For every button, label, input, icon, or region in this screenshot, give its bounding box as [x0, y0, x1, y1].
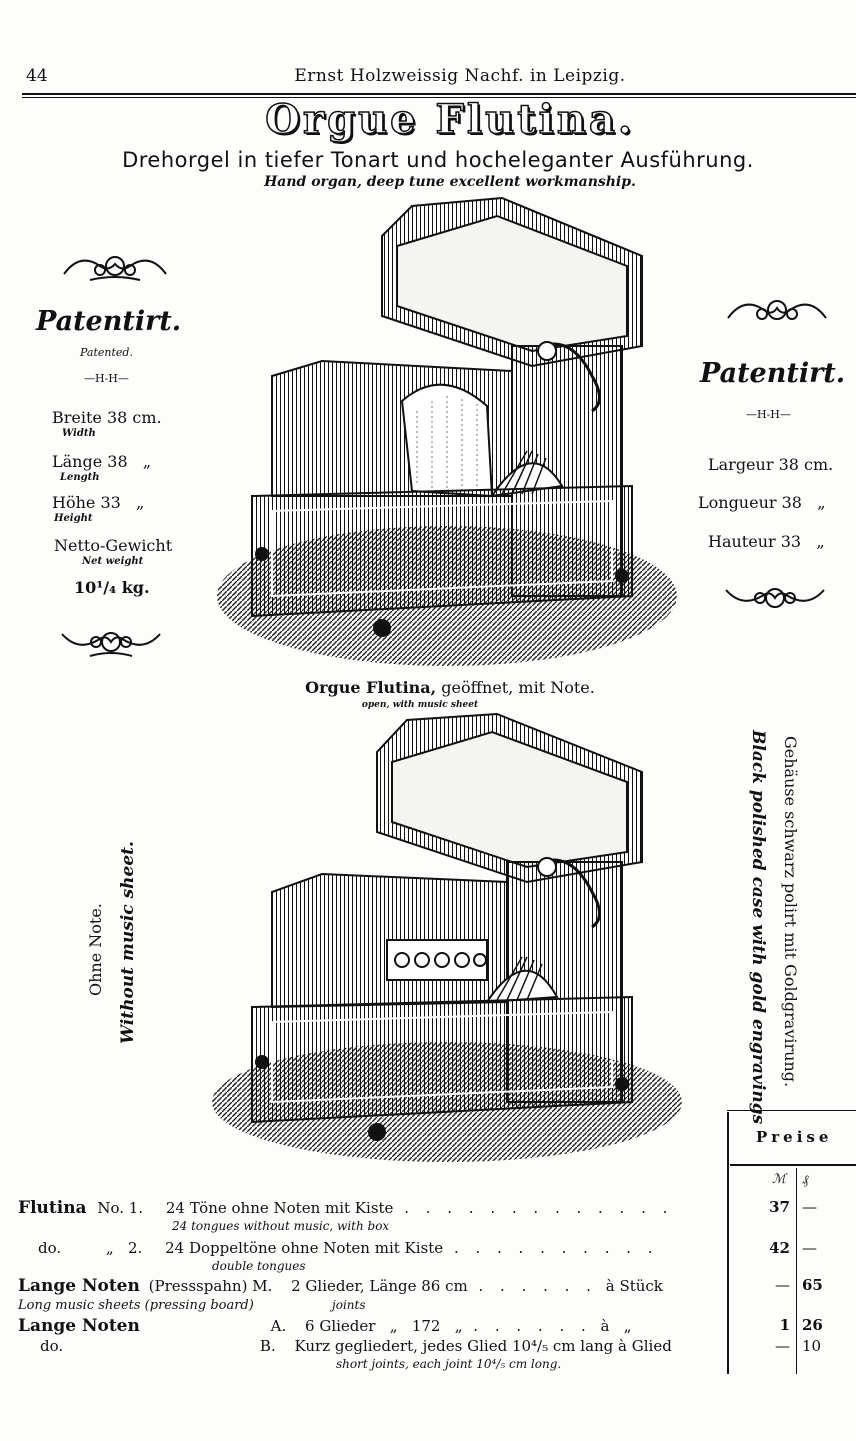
- price-header: Preise: [756, 1128, 833, 1146]
- spec-width: Breite 38 cm.: [52, 408, 162, 427]
- price-header-rule: [730, 1164, 856, 1166]
- side-note-right-en: Black polished case with gold engravings: [748, 730, 768, 1125]
- row-desc: 2 Glieder, Länge 86 cm: [291, 1277, 468, 1295]
- ornament-right-bottom: [722, 578, 828, 618]
- spec-weight-en: Net weight: [82, 556, 144, 567]
- spec-height-en: Height: [54, 513, 93, 524]
- pfennig-mark: ₰: [802, 1173, 809, 1188]
- table-row: do. „ 2. 24 Doppeltöne ohne Noten mit Kiste . . . . . . . . . .: [38, 1239, 659, 1257]
- row-desc-en: 24 tongues without music, with box: [172, 1219, 390, 1233]
- row-desc-en: short joints, each joint 10⁴/₅ cm long.: [336, 1357, 562, 1371]
- spec-width-en: Width: [62, 428, 96, 439]
- subtitle-en: Hand organ, deep tune excellent workmanship.: [264, 174, 636, 190]
- table-row: [18, 1337, 672, 1355]
- table-row: Flutina No. 1. 24 Töne ohne Noten mit Kiste . . . . . . . . . . . . .: [18, 1198, 674, 1218]
- row-no: A.: [270, 1317, 287, 1335]
- ornament-right-top: [724, 288, 830, 330]
- ornament-left-bottom: [58, 622, 164, 662]
- side-note-left-de: Ohne Note.: [86, 903, 105, 996]
- patent-left: Patentirt.: [36, 306, 182, 337]
- currency-mark: ℳ: [772, 1172, 786, 1187]
- price-box-left-rule: [727, 1112, 729, 1374]
- caption-open-bold: Orgue Flutina,: [305, 678, 437, 697]
- caption-open-rest: geöffnet, mit Note.: [436, 678, 595, 697]
- row-price-m: —: [775, 1276, 790, 1294]
- row-price-pf: 26: [802, 1316, 823, 1334]
- row-no: No. 1.: [97, 1199, 144, 1217]
- spec-longueur: Longueur 38 „: [698, 493, 826, 512]
- spec-length: Länge 38 „: [52, 452, 152, 471]
- row-desc: 6 Glieder „ 172 „: [305, 1317, 463, 1335]
- spec-hauteur: Hauteur 33 „: [708, 532, 825, 551]
- price-box-top-rule: [727, 1110, 856, 1111]
- row-desc-en: joints: [332, 1298, 366, 1312]
- row-tail: à „: [600, 1317, 632, 1335]
- row-name-en: Long music sheets (pressing board): [18, 1298, 254, 1313]
- row-price-pf: 10: [802, 1337, 822, 1355]
- table-row: Lange Noten (Pressspahn) M. 2 Glieder, Länge 86 cm . . . . . . à Stück: [18, 1276, 663, 1296]
- page-title: Orgue Flutina.: [265, 96, 635, 143]
- side-note-left-en: Without music sheet.: [118, 841, 138, 1044]
- side-note-right-de: Gehäuse schwarz polirt mit Goldgravirung.: [781, 736, 800, 1088]
- patent-left-en: Patented.: [80, 346, 133, 359]
- row-price-m: 1: [779, 1316, 790, 1334]
- publisher-header: Ernst Holzweissig Nachf. in Leipzig.: [294, 66, 626, 86]
- row-name: Lange Noten: [18, 1276, 140, 1296]
- row-price-m: 37: [769, 1198, 790, 1216]
- page-number: 44: [26, 66, 48, 86]
- row-price-pf: —: [802, 1239, 817, 1257]
- row-name: Lange Noten: [18, 1316, 140, 1336]
- row-desc-en: double tongues: [212, 1259, 306, 1273]
- table-row: Lange Noten A. 6 Glieder „ 172 „ . . . . . . à „: [18, 1316, 632, 1336]
- spec-weight: Netto-Gewicht: [54, 536, 173, 555]
- spec-largeur: Largeur 38 cm.: [708, 455, 834, 474]
- row-tail: à Stück: [605, 1277, 663, 1295]
- row-name: Flutina: [18, 1198, 87, 1218]
- row-desc: 24 Töne ohne Noten mit Kiste: [165, 1199, 394, 1217]
- row-name: do.: [40, 1337, 64, 1355]
- caption-open: [200, 678, 700, 697]
- row-desc: Kurz gegliedert, jedes Glied 10⁴/₅ cm lang à Glied: [294, 1337, 672, 1355]
- row-no: (Pressspahn) M.: [148, 1277, 273, 1295]
- row-desc: 24 Doppeltöne ohne Noten mit Kiste: [165, 1239, 444, 1257]
- ornament-left-top: [60, 244, 170, 286]
- organ-illustration-closed: [212, 712, 682, 1162]
- spec-height: Höhe 33 „: [52, 493, 145, 512]
- row-name: do.: [38, 1239, 62, 1257]
- organ-illustration-open: [212, 196, 682, 676]
- patent-right: Patentirt.: [700, 358, 846, 389]
- header-rule: [22, 93, 856, 95]
- spec-weight-value: 10¹/₄ kg.: [74, 578, 150, 597]
- divider-right: —H-H—: [746, 408, 791, 421]
- divider-left: —H-H—: [84, 372, 129, 385]
- row-no: „ 2.: [105, 1239, 143, 1257]
- price-col-divider: [796, 1168, 797, 1374]
- subtitle-de: Drehorgel in tiefer Tonart und hocheleganter Ausführung.: [122, 148, 754, 172]
- spec-length-en: Length: [60, 472, 100, 483]
- row-price-pf: 65: [802, 1276, 823, 1294]
- row-price-m: 42: [769, 1239, 790, 1257]
- row-no: B.: [259, 1337, 276, 1355]
- row-price-pf: —: [802, 1198, 817, 1216]
- row-price-m: —: [775, 1337, 790, 1355]
- caption-open-en: open, with music sheet: [361, 700, 479, 710]
